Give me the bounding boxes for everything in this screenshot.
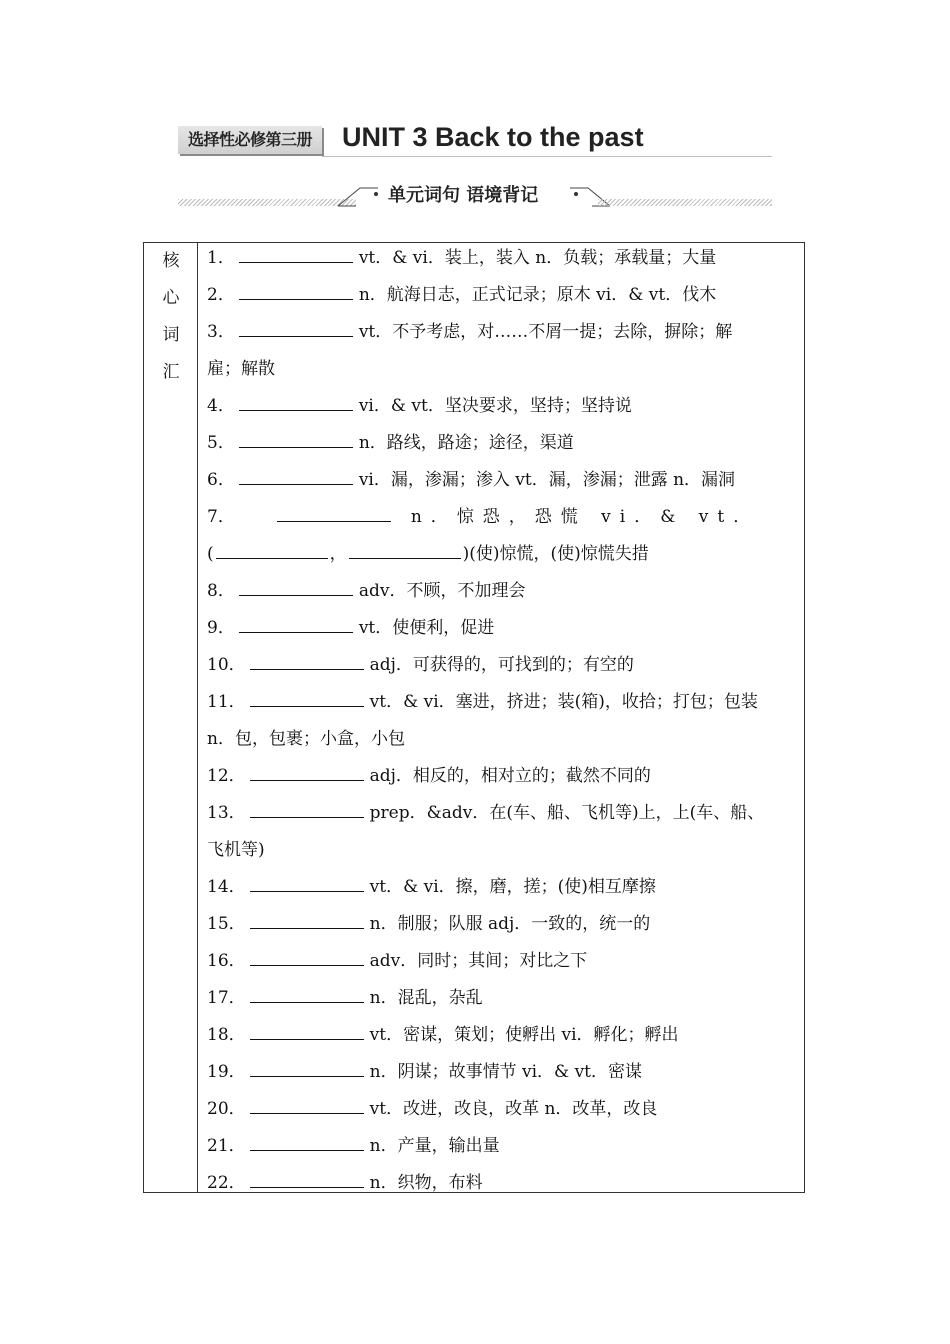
entry-number: 21． xyxy=(207,1136,246,1156)
separator: ， xyxy=(329,544,347,564)
entry-number: 6． xyxy=(207,470,235,490)
entry-row xyxy=(207,576,799,613)
entry-definition: n．航海日志，正式记录；原木 vi．& vt．伐木 xyxy=(358,285,717,305)
entry-definition: prep．&adv．在(车、船、飞机等)上，上(车、船、 xyxy=(369,803,765,823)
entry-row xyxy=(207,946,799,983)
entry-definition: vt．不予考虑，对……不屑一提；去除，摒除；解 xyxy=(358,322,733,342)
answer-blank[interactable] xyxy=(349,539,461,559)
entry-number: 12． xyxy=(207,766,246,786)
entry-row xyxy=(207,1094,799,1131)
answer-blank[interactable] xyxy=(250,761,364,781)
entry-number: 2． xyxy=(207,285,235,305)
entry-continuation: 雇；解散 xyxy=(207,359,275,379)
entry-number: 11． xyxy=(207,692,246,712)
entry-definition: adv．同时；其间；对比之下 xyxy=(369,951,588,971)
entry-definition: n．阴谋；故事情节 vi．& vt．密谋 xyxy=(369,1062,643,1082)
answer-blank[interactable] xyxy=(250,1057,364,1077)
entry-definition: vt．密谋，策划；使孵出 vi．孵化；孵出 xyxy=(369,1025,679,1045)
answer-blank[interactable] xyxy=(250,1131,364,1151)
entry-definition: n．混乱，杂乱 xyxy=(369,988,483,1008)
entry-number: 15． xyxy=(207,914,246,934)
entry-definition: vt．& vi．擦，磨，搓；(使)相互摩擦 xyxy=(369,877,656,897)
entry-row xyxy=(207,761,799,798)
answer-blank[interactable] xyxy=(239,280,353,300)
entry-definition: n．产量，输出量 xyxy=(369,1136,500,1156)
entry-row xyxy=(207,280,799,317)
section-title: 单元词句 语境背记 xyxy=(388,185,539,206)
entry-row xyxy=(207,1020,799,1057)
entry-row xyxy=(207,909,799,946)
entry-number: 7． xyxy=(207,507,235,527)
answer-blank[interactable] xyxy=(250,687,364,707)
entry-row xyxy=(207,465,799,502)
paren-open: ( xyxy=(207,544,214,564)
answer-blank[interactable] xyxy=(250,1168,364,1188)
side-label-char: 词 xyxy=(162,325,180,345)
answer-blank[interactable] xyxy=(250,872,364,892)
entry-number: 3． xyxy=(207,322,235,342)
banner-dot-left xyxy=(374,192,378,196)
entry-continuation: n．包，包裹；小盒，小包 xyxy=(207,729,405,749)
entry-number: 20． xyxy=(207,1099,246,1119)
entry-row xyxy=(207,502,799,539)
section-banner xyxy=(178,180,772,208)
answer-blank[interactable] xyxy=(277,502,391,522)
entry-number: 9． xyxy=(207,618,235,638)
entry-number: 16． xyxy=(207,951,246,971)
entry-number: 10． xyxy=(207,655,246,675)
entry-row xyxy=(207,872,799,909)
answer-blank[interactable] xyxy=(250,909,364,929)
entry-row xyxy=(207,243,799,280)
entry-row xyxy=(207,798,799,835)
vocabulary-table xyxy=(143,242,805,1193)
entry-definition: adj．可获得的，可找到的；有空的 xyxy=(369,655,634,675)
banner-hatch-left xyxy=(178,199,356,206)
answer-blank[interactable] xyxy=(239,243,353,263)
entry-definition: adj．相反的，相对立的；截然不同的 xyxy=(369,766,651,786)
answer-blank[interactable] xyxy=(250,650,364,670)
unit-title: UNIT 3 Back to the past xyxy=(342,122,644,152)
side-label xyxy=(144,243,198,1192)
entry-row xyxy=(207,428,799,465)
entry-row xyxy=(207,650,799,687)
entry-number: 8． xyxy=(207,581,235,601)
entry-row xyxy=(207,613,799,650)
entry-number: 17． xyxy=(207,988,246,1008)
entry-definition: n．惊恐，恐慌 vi．& vt． xyxy=(410,507,760,527)
answer-blank[interactable] xyxy=(239,613,353,633)
banner-dot-right xyxy=(574,192,578,196)
answer-blank[interactable] xyxy=(250,983,364,1003)
answer-blank[interactable] xyxy=(239,391,353,411)
entry-definition: vi．漏，渗漏；渗入 vt．漏，渗漏；泄露 n．漏洞 xyxy=(358,470,736,490)
entry-row xyxy=(207,1168,799,1205)
entry-continuation: 飞机等) xyxy=(207,840,265,860)
page-header xyxy=(178,122,772,162)
entry-row xyxy=(207,687,799,724)
answer-blank[interactable] xyxy=(250,1094,364,1114)
entry-definition: vt．改进，改良，改革 n．改革，改良 xyxy=(369,1099,658,1119)
entry-number: 13． xyxy=(207,803,246,823)
entry-row xyxy=(207,391,799,428)
entry-number: 14． xyxy=(207,877,246,897)
entry-definition: vt．& vi．塞进，挤进；装(箱)，收拾；打包；包装 xyxy=(369,692,758,712)
entry-definition: n．制服；队服 adj．一致的，统一的 xyxy=(369,914,651,934)
entry-list xyxy=(207,243,799,1205)
answer-blank[interactable] xyxy=(239,317,353,337)
side-label-char: 汇 xyxy=(162,362,180,382)
entry-number: 1． xyxy=(207,248,235,268)
entry-definition: )(使)惊慌，(使)惊慌失措 xyxy=(462,544,649,564)
entry-definition: n．路线，路途；途径，渠道 xyxy=(358,433,574,453)
answer-blank[interactable] xyxy=(250,946,364,966)
book-tag: 选择性必修第三册 xyxy=(178,126,322,154)
entry-number: 22． xyxy=(207,1173,246,1193)
entry-row xyxy=(207,983,799,1020)
side-label-char: 核 xyxy=(162,251,180,271)
entry-number: 19． xyxy=(207,1062,246,1082)
entry-number: 18． xyxy=(207,1025,246,1045)
entry-row xyxy=(207,1131,799,1168)
answer-blank[interactable] xyxy=(239,465,353,485)
answer-blank[interactable] xyxy=(239,428,353,448)
answer-blank[interactable] xyxy=(239,576,353,596)
answer-blank[interactable] xyxy=(250,798,364,818)
answer-blank[interactable] xyxy=(250,1020,364,1040)
entry-row xyxy=(207,317,799,354)
entry-definition: adv．不顾，不加理会 xyxy=(358,581,526,601)
answer-blank[interactable] xyxy=(216,539,328,559)
entry-number: 4． xyxy=(207,396,235,416)
entry-definition: vi．& vt．坚决要求，坚持；坚持说 xyxy=(358,396,632,416)
entry-definition: vt．& vi．装上，装入 n．负载；承载量；大量 xyxy=(358,248,717,268)
banner-hatch-right xyxy=(598,199,772,206)
side-label-char: 心 xyxy=(162,288,180,308)
entry-row xyxy=(207,1057,799,1094)
entry-number: 5． xyxy=(207,433,235,453)
entry-continuation xyxy=(207,539,799,576)
header-rule xyxy=(322,156,772,157)
entry-definition: n．织物，布料 xyxy=(369,1173,483,1193)
entry-definition: vt．使便利，促进 xyxy=(358,618,495,638)
